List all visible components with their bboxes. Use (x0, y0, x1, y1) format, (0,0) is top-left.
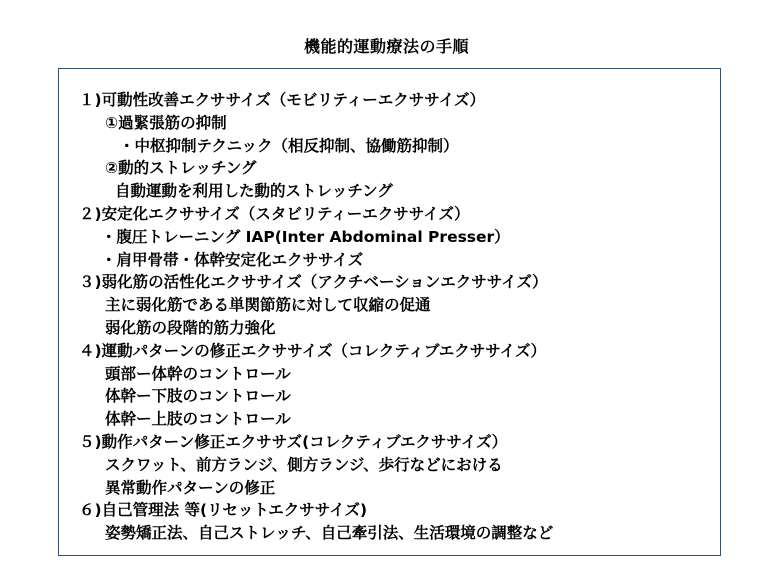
list-item-heading-5: ５)動作パターン修正エクササズ(コレクティブエクササイズ） (79, 432, 508, 451)
list-item: スクワット、前方ランジ、側方ランジ、歩行などにおける (105, 455, 503, 474)
list-item: 姿勢矯正法、自己ストレッチ、自己牽引法、生活環境の調整など (105, 524, 554, 543)
document-title: 機能的運動療法の手順 (303, 37, 469, 56)
list-item: ①過緊張筋の抑制 (105, 113, 227, 132)
list-item: 弱化筋の段階的筋力強化 (105, 318, 276, 337)
procedure-list (79, 89, 733, 545)
list-item-heading-1: １)可動性改善エクササイズ（モビリティーエクササイズ） (79, 91, 486, 109)
list-item: 異常動作パターンの修正 (105, 478, 276, 497)
list-item-heading-2: ２)安定化エクササイズ（スタビリティーエクササイズ） (79, 204, 470, 223)
list-item-heading-3: ３)弱化筋の活性化エクササイズ（アクチベーションエクササイズ） (79, 273, 548, 292)
list-item: ・肩甲骨帯・体幹安定化エクササイズ (101, 250, 364, 269)
list-item: 自動運動を利用した動的ストレッチング (115, 182, 393, 201)
list-item: ・中枢抑制テクニック（相反抑制、協働筋抑制） (119, 136, 459, 155)
list-item: ・腹圧トレーニング IAP(Inter Abdominal Presser） (101, 227, 510, 246)
list-item: 主に弱化筋である単関節筋に対して収縮の促通 (105, 296, 431, 315)
list-item: 頭部ー体幹のコントロール (105, 364, 291, 383)
list-item-heading-4: ４)運動パターンの修正エクササイズ（コレクティブエクササイズ） (79, 341, 546, 360)
list-item-heading-6: ６)自己管理法 等(リセットエクササイズ) (79, 501, 368, 520)
list-item: ②動的ストレッチング (105, 159, 257, 178)
list-item: 体幹ー下肢のコントロール (105, 387, 291, 406)
list-item: 体幹ー上肢のコントロール (105, 410, 291, 429)
